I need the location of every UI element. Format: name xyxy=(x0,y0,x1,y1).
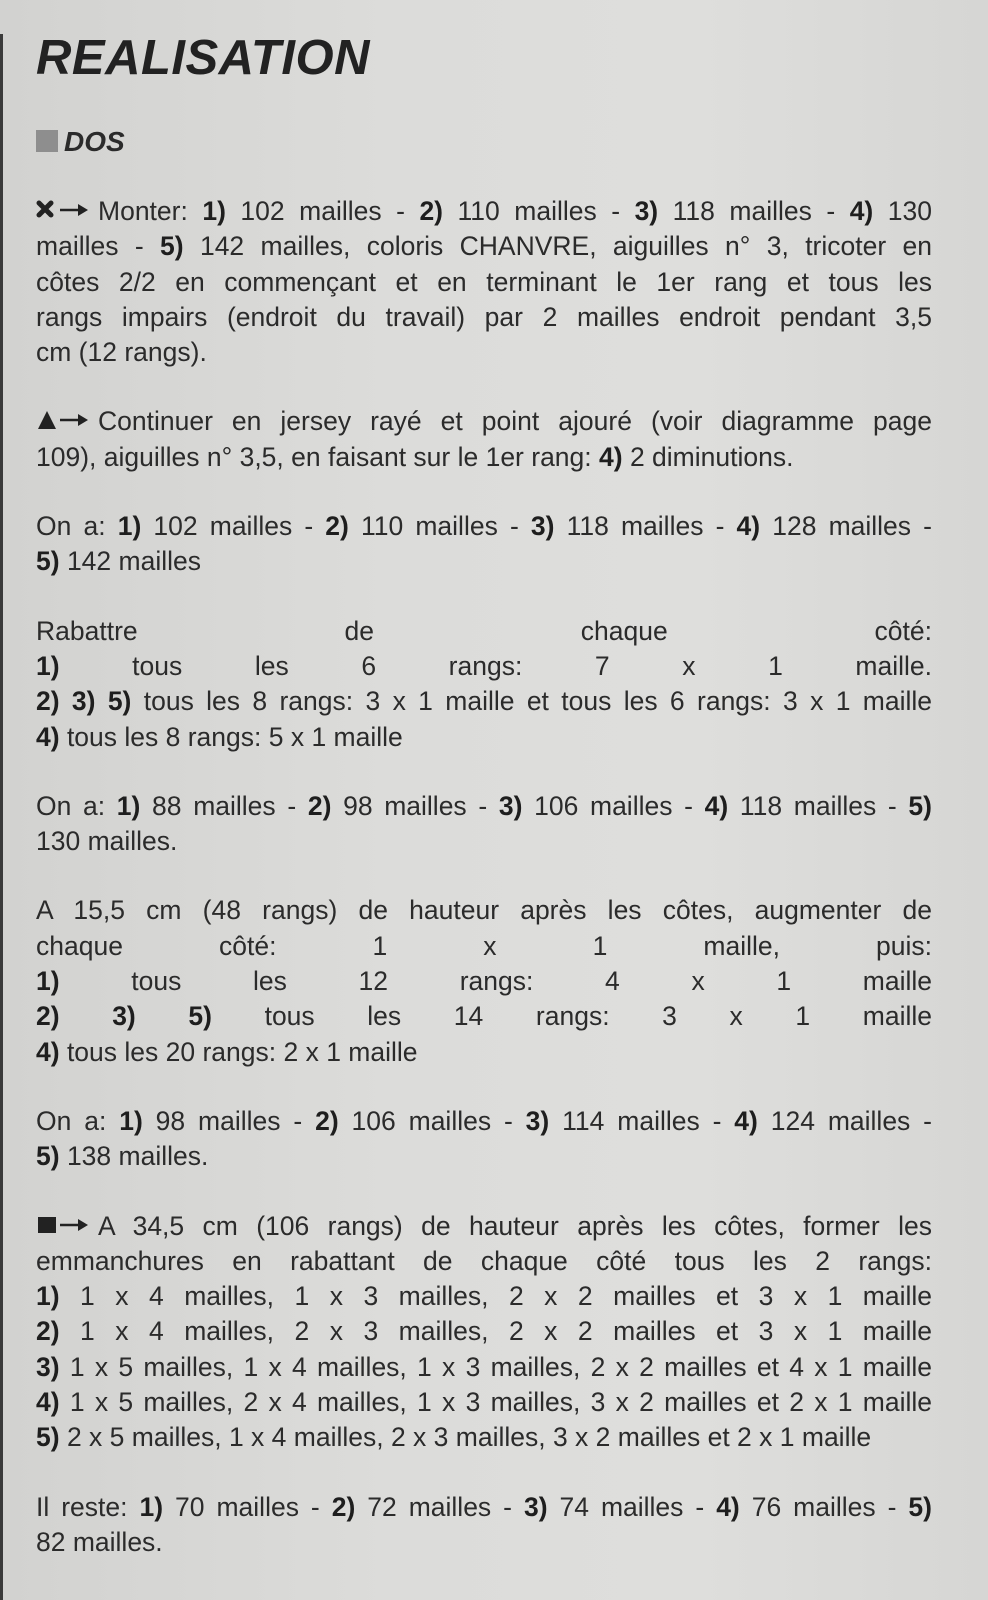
size-marker: 4) xyxy=(734,1105,758,1136)
text-line xyxy=(36,1139,932,1174)
text-run: 98 mailles - xyxy=(142,1105,316,1136)
text-run: tous les 8 rangs: 5 x 1 maille xyxy=(59,721,403,752)
size-marker: 1) xyxy=(117,511,142,542)
size-marker: 4) xyxy=(716,1491,740,1522)
size-marker: 1) xyxy=(36,1281,60,1312)
text-run: 82 mailles. xyxy=(36,1526,163,1557)
page-title: REALISATION xyxy=(36,31,370,85)
text-line xyxy=(36,194,932,229)
text-run: 118 mailles - xyxy=(554,511,737,542)
size-marker: 5) xyxy=(908,790,932,821)
text-line xyxy=(36,544,932,579)
size-marker: 5) xyxy=(36,546,60,577)
text-run: A 34,5 cm (106 rangs) de hauteur après les côtes, former les xyxy=(98,1210,932,1241)
text-line xyxy=(36,1385,932,1420)
text-line xyxy=(36,649,932,684)
text-run: côtes 2/2 en commençant et en terminant le 1er rang et tous les xyxy=(36,266,932,297)
triangle-arrow-icon xyxy=(36,407,98,433)
text-run: Il reste: xyxy=(36,1491,140,1522)
size-marker: 1) xyxy=(36,650,60,681)
text-run: tous les 20 rangs: 2 x 1 maille xyxy=(59,1036,418,1067)
paragraph xyxy=(36,789,932,860)
text-run: 138 mailles. xyxy=(59,1141,209,1172)
cross-arrow-icon xyxy=(36,197,98,223)
text-run: 114 mailles - xyxy=(549,1105,735,1136)
text-line xyxy=(36,964,932,999)
text-run: 106 mailles - xyxy=(338,1105,526,1136)
text-run: emmanchures en rabattant de chaque côté tous les 2 rangs: xyxy=(36,1245,932,1276)
text-line xyxy=(36,684,932,719)
paragraph xyxy=(36,509,932,580)
paragraph xyxy=(36,1490,932,1561)
text-run: 98 mailles - xyxy=(331,790,499,821)
size-marker: 4) xyxy=(736,511,761,542)
text-run: On a: xyxy=(36,790,117,821)
text-line xyxy=(36,1279,932,1314)
text-run: 72 mailles - xyxy=(355,1491,524,1522)
text-line xyxy=(36,614,932,649)
text-run: A 15,5 cm (48 rangs) de hauteur après les côtes, augmenter de xyxy=(36,895,932,926)
text-line xyxy=(36,1350,932,1385)
square-bullet-icon xyxy=(36,130,58,152)
text-run: Monter: xyxy=(98,196,203,226)
text-run: 1 x 5 mailles, 2 x 4 mailles, 1 x 3 mailles, 3 x 2 mailles et 2 x 1 maille xyxy=(59,1387,932,1418)
text-line xyxy=(36,440,932,475)
section-title: DOS xyxy=(64,126,125,157)
text-run: chaque côté: 1 x 1 maille, puis: xyxy=(36,930,932,961)
text-run: 142 mailles xyxy=(59,546,201,577)
text-line xyxy=(36,1244,932,1279)
text-run: 110 mailles - xyxy=(348,511,531,542)
size-marker: 1) xyxy=(36,966,60,997)
size-marker: 2) 3) 5) xyxy=(36,1001,212,1032)
text-run: 109), aiguilles n° 3,5, en faisant sur le 1er rang: xyxy=(36,441,600,472)
text-line xyxy=(36,1525,932,1560)
square-arrow-icon xyxy=(36,1212,98,1238)
text-line xyxy=(36,1314,932,1349)
size-marker: 2) xyxy=(419,196,444,226)
text-line xyxy=(36,1035,932,1070)
text-line xyxy=(36,893,932,928)
size-marker: 3) xyxy=(634,196,659,226)
size-marker: 5) xyxy=(160,231,184,262)
text-run: Rabattre de chaque côté: xyxy=(36,615,932,646)
text-line xyxy=(36,335,932,370)
size-marker: 5) xyxy=(36,1422,60,1453)
text-run: 106 mailles - xyxy=(522,790,705,821)
text-run: tous les 6 rangs: 7 x 1 maille. xyxy=(59,650,932,681)
text-run: 102 mailles - xyxy=(225,196,420,226)
section-heading xyxy=(36,126,932,158)
text-line xyxy=(36,300,932,335)
text-run: 70 mailles - xyxy=(163,1491,332,1522)
text-run: mailles - xyxy=(36,231,161,262)
text-run: Continuer en jersey rayé et point ajouré (voir diagramme page xyxy=(98,406,932,437)
text-run: 110 mailles - xyxy=(443,196,635,226)
text-run: 76 mailles - xyxy=(739,1491,909,1522)
text-line xyxy=(36,229,932,264)
paragraph xyxy=(36,1104,932,1175)
size-marker: 3) xyxy=(36,1351,60,1382)
size-marker: 4) xyxy=(849,196,874,226)
text-run: 2 diminutions. xyxy=(622,441,794,472)
text-run: 128 mailles - xyxy=(760,511,932,542)
size-marker: 2) xyxy=(315,1105,339,1136)
size-marker: 2) 3) 5) xyxy=(36,686,132,717)
text-run: On a: xyxy=(36,511,118,542)
text-run: tous les 14 rangs: 3 x 1 maille xyxy=(211,1001,932,1032)
text-line xyxy=(36,1209,932,1244)
text-run: 118 mailles - xyxy=(728,790,909,821)
text-run: 1 x 5 mailles, 1 x 4 mailles, 1 x 3 mailles, 2 x 2 mailles et 4 x 1 maille xyxy=(59,1351,932,1382)
text-line xyxy=(36,929,932,964)
text-run: 130 mailles. xyxy=(36,826,178,857)
text-line xyxy=(36,265,932,300)
text-run: 1 x 4 mailles, 2 x 3 mailles, 2 x 2 mailles et 3 x 1 maille xyxy=(59,1316,932,1347)
paragraph xyxy=(36,404,932,475)
text-run: 142 mailles, coloris CHANVRE, aiguilles n° 3, tricoter en xyxy=(183,231,933,262)
size-marker: 3) xyxy=(523,1491,548,1522)
size-marker: 4) xyxy=(599,441,623,472)
text-run: On a: xyxy=(36,1105,120,1136)
size-marker: 4) xyxy=(36,721,60,752)
size-marker: 3) xyxy=(525,1105,550,1136)
text-line xyxy=(36,720,932,755)
text-line xyxy=(36,509,932,544)
text-run: 74 mailles - xyxy=(547,1491,717,1522)
size-marker: 4) xyxy=(36,1387,60,1418)
size-marker: 3) xyxy=(530,511,555,542)
text-line xyxy=(36,1420,932,1455)
size-marker: 2) xyxy=(331,1491,356,1522)
size-marker: 1) xyxy=(202,196,226,226)
text-line xyxy=(36,999,932,1034)
paragraph xyxy=(36,1209,932,1456)
paragraph xyxy=(36,194,932,370)
size-marker: 1) xyxy=(139,1491,164,1522)
text-run: 130 xyxy=(873,196,932,226)
text-run: 102 mailles - xyxy=(141,511,326,542)
size-marker: 3) xyxy=(498,790,523,821)
size-marker: 2) xyxy=(325,511,349,542)
text-run: tous les 8 rangs: 3 x 1 maille et tous les 6 rangs: 3 x 1 maille xyxy=(131,686,932,717)
paragraph xyxy=(36,893,932,1069)
size-marker: 2) xyxy=(36,1316,60,1347)
size-marker: 5) xyxy=(908,1491,932,1522)
size-marker: 2) xyxy=(307,790,332,821)
text-run: cm (12 rangs). xyxy=(36,337,207,368)
text-line xyxy=(36,404,932,439)
text-run: 124 mailles - xyxy=(757,1105,933,1136)
size-marker: 1) xyxy=(116,790,141,821)
text-line xyxy=(36,1104,932,1139)
text-line xyxy=(36,1490,932,1525)
text-run: 88 mailles - xyxy=(140,790,308,821)
text-run: 118 mailles - xyxy=(658,196,850,226)
text-run: tous les 12 rangs: 4 x 1 maille xyxy=(59,966,932,997)
text-run: 1 x 4 mailles, 1 x 3 mailles, 2 x 2 mailles et 3 x 1 maille xyxy=(59,1281,932,1312)
text-line xyxy=(36,824,932,859)
size-marker: 4) xyxy=(36,1036,60,1067)
size-marker: 5) xyxy=(36,1141,60,1172)
paragraph xyxy=(36,614,932,755)
size-marker: 1) xyxy=(119,1105,143,1136)
text-run: 2 x 5 mailles, 1 x 4 mailles, 2 x 3 mailles, 3 x 2 mailles et 2 x 1 maille xyxy=(59,1422,872,1453)
text-line xyxy=(36,789,932,824)
content xyxy=(36,30,932,1560)
size-marker: 4) xyxy=(704,790,729,821)
text-run: rangs impairs (endroit du travail) par 2 mailles endroit pendant 3,5 xyxy=(36,301,932,332)
page-edge xyxy=(0,34,3,1600)
